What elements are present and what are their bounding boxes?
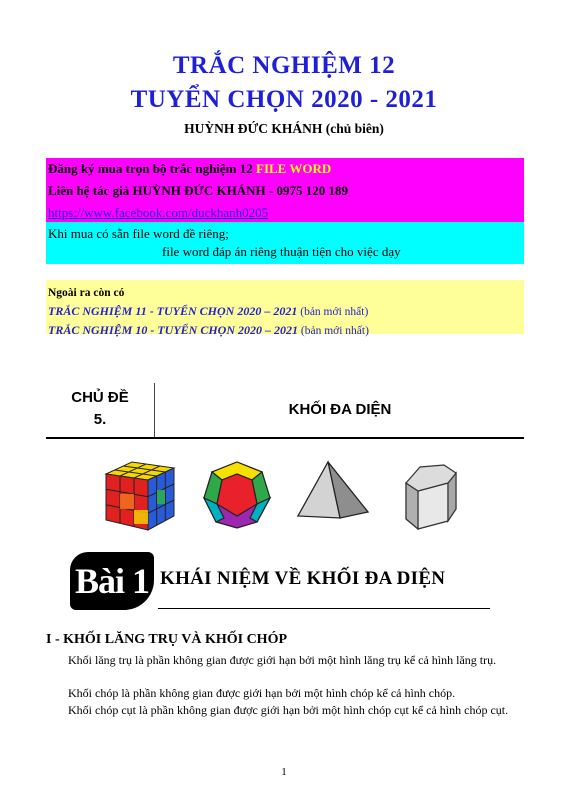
also-intro: Ngoài ra còn có bbox=[48, 287, 125, 299]
promo-line-1 bbox=[46, 158, 524, 180]
paragraph-3: Khối chóp cụt là phần không gian được giới hạn bởi một hình chóp cụt kể cả hình chóp cụt. bbox=[68, 703, 509, 717]
also-item-2-note: (bản mới nhất) bbox=[298, 325, 369, 337]
promo-text: Đăng ký mua trọn bộ trắc nghiệm 12 bbox=[48, 161, 257, 176]
page-number: 1 bbox=[281, 766, 287, 778]
author-line: HUỲNH ĐỨC KHÁNH (chủ biên) bbox=[184, 121, 384, 136]
file-word-highlight: FILE WORD bbox=[256, 161, 332, 176]
topic-box bbox=[46, 383, 524, 439]
promo-link-row bbox=[46, 202, 524, 222]
promo-note-line-1: Khi mua có sẵn file word đề riêng; bbox=[48, 226, 229, 241]
also-item-1-title: TRẮC NGHIỆM 11 - TUYỂN CHỌN 2020 – 2021 bbox=[48, 304, 298, 318]
also-item-2-title: TRẮC NGHIỆM 10 - TUYỂN CHỌN 2020 – 2021 bbox=[48, 323, 299, 337]
topic-label-line-1: CHỦ ĐỀ bbox=[71, 389, 129, 406]
lesson-underline bbox=[158, 608, 490, 609]
paragraph-1: Khối lăng trụ là phần không gian được giới hạn bởi một hình lăng trụ kể cả hình lăng trụ. bbox=[68, 653, 497, 667]
also-available-box bbox=[46, 280, 524, 337]
title-line-1: TRẮC NGHIỆM 12 bbox=[172, 52, 396, 79]
topic-label-line-2: 5. bbox=[93, 411, 107, 428]
prism-illustration bbox=[398, 461, 464, 531]
paragraph-2: Khối chóp là phần không gian được giới hạn bởi một hình chóp kể cả hình chóp. bbox=[68, 686, 456, 700]
section-heading: I - KHỐI LĂNG TRỤ VÀ KHỐI CHÓP bbox=[46, 632, 288, 647]
lesson-header bbox=[70, 552, 494, 612]
pyramid-illustration bbox=[294, 460, 374, 522]
promo-note bbox=[46, 222, 524, 264]
lesson-badge: Bài 1 bbox=[70, 552, 154, 610]
dodecahedron-illustration bbox=[202, 460, 272, 530]
rubik-cube-illustration bbox=[100, 458, 180, 534]
promo-note-line-2: file word đáp án riêng thuận tiện cho việc dạy bbox=[162, 244, 401, 259]
title-line-2: TUYỂN CHỌN 2020 - 2021 bbox=[130, 86, 438, 113]
promo-line-2: Liên hệ tác giả HUỲNH ĐỨC KHÁNH - 0975 120 189 bbox=[46, 180, 524, 202]
also-item-1-note: (bản mới nhất) bbox=[297, 306, 369, 318]
topic-label bbox=[46, 383, 155, 437]
lesson-title: KHÁI NIỆM VỀ KHỐI ĐA DIỆN bbox=[160, 568, 446, 589]
topic-name: KHỐI ĐA DIỆN bbox=[288, 401, 392, 418]
facebook-link[interactable]: https://www.facebook.com/duckhanh0205 bbox=[48, 205, 269, 220]
